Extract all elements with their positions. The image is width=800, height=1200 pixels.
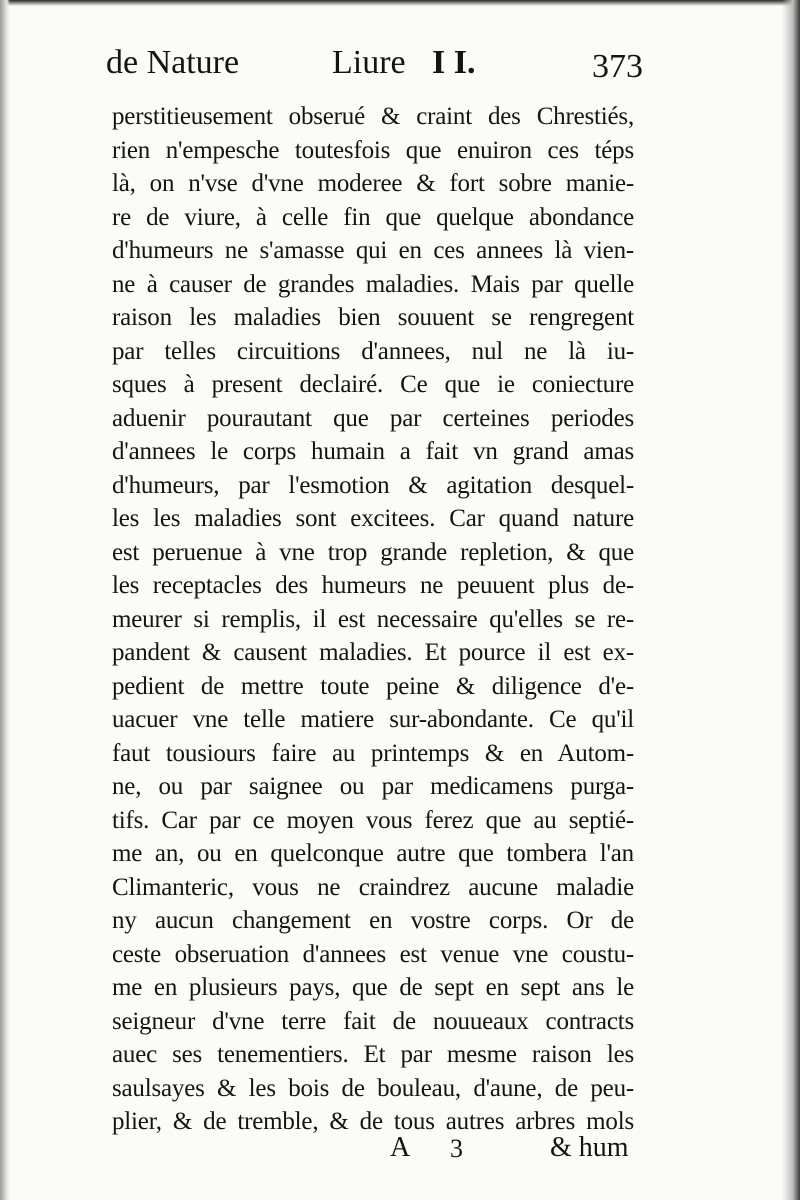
text-line: re de viure, à celle fin que quelque abondance: [112, 203, 634, 231]
text-line: ceste obseruation d'annees est venue vne coustu-: [112, 940, 634, 968]
text-line: meurer si remplis, il est necessaire qu'elles se re-: [112, 605, 634, 633]
signature-mark: A: [390, 1132, 411, 1163]
catchword: & hum: [550, 1132, 629, 1163]
text-line: me an, ou en quelconque autre que tombera l'an: [112, 840, 634, 867]
text-line: saulsayes & les bois de bouleau, d'aune, de peu-: [112, 1074, 634, 1102]
body-text: [112, 100, 634, 1139]
page-right-shadow: [782, 0, 800, 1200]
page-left-shadow: [0, 0, 10, 1200]
text-line: rien n'empesche toutesfois que enuiron ces téps: [112, 136, 634, 164]
running-head-right: I I.: [432, 44, 476, 81]
text-line: là, on n'vse d'vne moderee & fort sobre manie-: [112, 170, 634, 197]
text-line: aduenir pourautant que par certeines periodes: [112, 404, 634, 432]
text-line: uacuer vne telle matiere sur-abondante. Ce qu'il: [112, 706, 634, 733]
text-line: pedient de mettre toute peine & diligence d'e-: [112, 672, 634, 700]
text-line: seigneur d'vne terre fait de nouueaux contracts: [112, 1007, 634, 1035]
text-line: d'annees le corps humain a fait vn grand amas: [112, 438, 634, 465]
signature-number: 3: [450, 1134, 463, 1163]
text-line: tifs. Car par ce moyen vous ferez que au septié-: [112, 806, 634, 834]
text-line: pandent & causent maladies. Et pource il est ex-: [112, 639, 634, 666]
running-head-center: Liure: [332, 44, 406, 81]
text-line: par telles circuitions d'annees, nul ne là iu-: [112, 337, 634, 365]
text-line: raison les maladies bien souuent se rengregent: [112, 304, 634, 331]
text-line: ny aucun changement en vostre corps. Or de: [112, 907, 634, 934]
text-line: perstitieusement obserué & craint des Chrestiés,: [112, 103, 634, 130]
text-line: ne à causer de grandes maladies. Mais par quelle: [112, 270, 634, 298]
page-number: 373: [592, 48, 643, 85]
page-footer: [390, 1132, 650, 1172]
text-line: les receptacles des humeurs ne peuuent plus de-: [112, 572, 634, 599]
text-line: sques à present declairé. Ce que ie coniecture: [112, 371, 634, 398]
text-line: d'humeurs ne s'amasse qui en ces annees là vien-: [112, 237, 634, 264]
text-line: ne, ou par saignee ou par medicamens purga-: [112, 773, 634, 800]
running-head-left: de Nature: [106, 44, 240, 81]
text-line: auec ses tenementiers. Et par mesme raison les: [112, 1041, 634, 1068]
running-head: [106, 44, 666, 94]
text-line: d'humeurs, par l'esmotion & agitation desquel-: [112, 471, 634, 499]
text-line: me en plusieurs pays, que de sept en sept ans le: [112, 974, 634, 1001]
page-top-shadow: [0, 0, 800, 6]
text-line: Climanteric, vous ne craindrez aucune maladie: [112, 873, 634, 901]
text-line: est peruenue à vne trop grande repletion, & que: [112, 538, 634, 566]
text-line: les les maladies sont excitees. Car quand nature: [112, 505, 634, 532]
text-line: plier, & de tremble, & de tous autres arbres mols: [112, 1108, 634, 1135]
text-line: faut tousiours faire au printemps & en Autom-: [112, 739, 634, 767]
